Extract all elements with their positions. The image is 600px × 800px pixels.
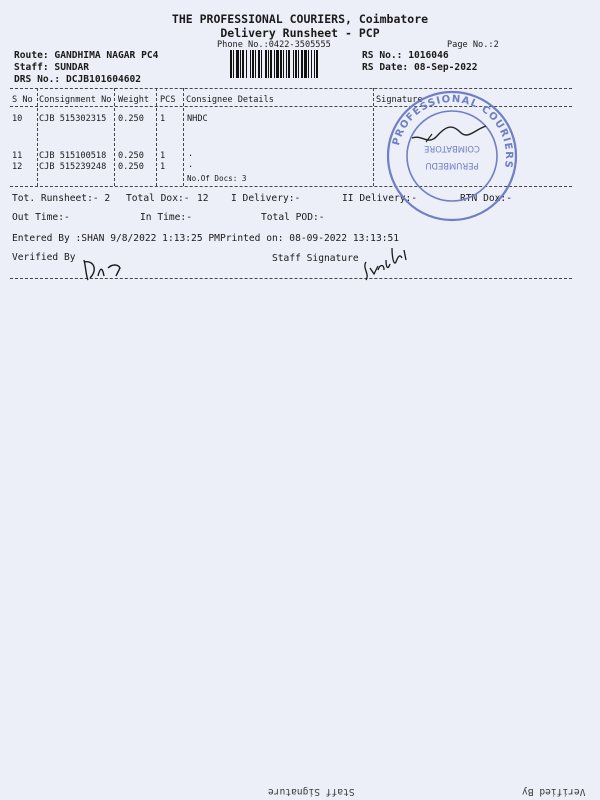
row-pcs: 1 [160,162,166,172]
col-divider [373,88,374,186]
phone-number: Phone No.:0422-3505555 [217,40,331,50]
in-time: In Time:- [140,212,192,223]
staff-signature-label: Staff Signature [272,253,359,264]
row-consignee: NHDC [187,114,208,124]
drs-number: DRS No.: DCJB101604602 [14,74,142,85]
verified-by-label: Verified By [12,252,76,263]
staff-handwritten-signature [360,240,410,284]
total-pod: Total POD:- [261,212,325,223]
col-divider [114,88,115,186]
row-consignee: . [188,149,194,159]
row-consignment: CJB 515239248 [39,162,107,172]
col-divider [156,88,157,186]
row-consignment: CJB 515302315 [39,114,107,124]
out-time: Out Time:- [12,212,70,223]
i-delivery: I Delivery:- [231,193,301,204]
col-header-sno: S No [12,95,33,105]
col-header-weight: Weight [118,95,150,105]
total-dox-label: Total Dox:- [126,193,190,204]
company-name: THE PROFESSIONAL COURIERS, Coimbatore [171,12,429,26]
col-header-signature: Signature [376,95,423,105]
no-of-docs: No.Of Docs: 3 [187,174,247,183]
route: Route: GANDHIMA NAGAR PC4 [14,50,159,61]
entered-by: Entered By :SHAN 9/8/2022 1:13:25 PM [12,233,220,244]
tot-runsheet: Tot. Runsheet:- 2 [12,193,111,204]
row-consignment: CJB 515100518 [39,151,107,161]
col-header-pcs: PCS [160,95,176,105]
col-divider [37,88,38,186]
staff: Staff: SUNDAR [14,62,90,73]
rs-number: RS No.: 1016046 [362,50,449,61]
delivery-stamp [382,86,522,226]
stamp-center-line: PERUMBEDU [425,161,479,171]
col-header-consignee: Consignee Details [186,95,274,105]
row-pcs: 1 [160,151,166,161]
receiver-signature-scribble [412,126,486,140]
row-consignee: . [188,160,194,170]
svg-text:PROFESSIONAL COURIERS [391,94,514,170]
ii-delivery: II Delivery:- [342,193,418,204]
rs-date: RS Date: 08-Sep-2022 [362,62,478,73]
bleed-through-verified-by: Verified By [522,786,586,797]
verifier-signature [80,254,130,284]
barcode [230,50,354,78]
row-weight: 0.250 [118,162,144,172]
row-weight: 0.250 [118,114,144,124]
row-sno: 12 [12,162,23,172]
row-weight: 0.250 [118,151,144,161]
page-number: Page No.:2 [447,40,499,50]
bleed-through-staff-signature: Staff Signature [268,786,355,797]
row-sno: 11 [12,151,23,161]
col-header-consignment: Consignment No [39,95,112,105]
row-sno: 10 [12,114,23,124]
stamp-center-line: COIMBATORE [424,144,480,154]
row-pcs: 1 [160,114,166,124]
total-dox-value: 12 [197,193,209,204]
col-divider [183,88,184,186]
stamp-ring-text: PROFESSIONAL COURIERS [391,93,515,170]
rtn-dox: RTN Dox:- [460,193,512,204]
printed-on: Printed on: 08-09-2022 13:13:51 [220,233,400,244]
document-title: Delivery Runsheet - PCP [220,26,380,40]
